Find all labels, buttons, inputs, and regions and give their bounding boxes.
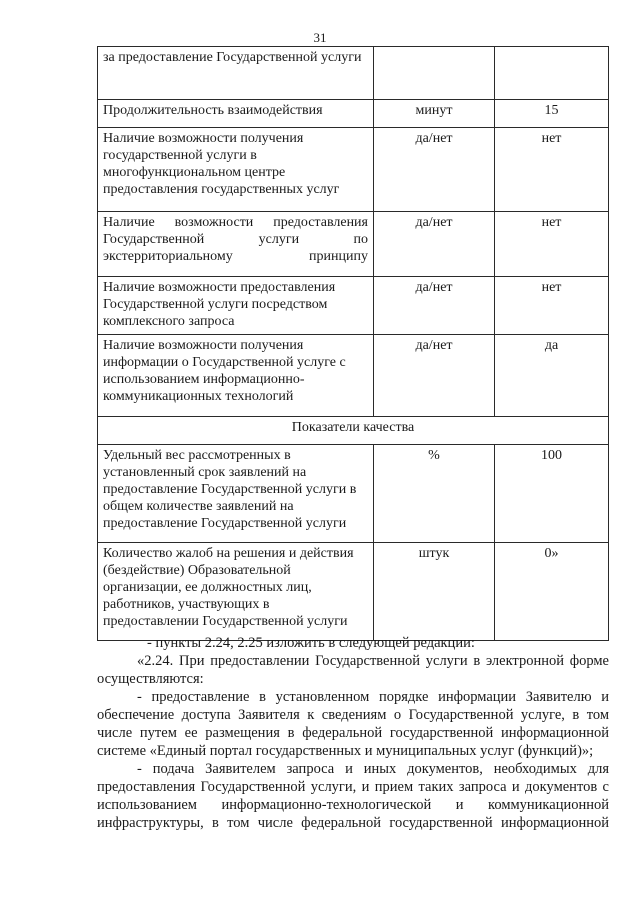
unit-cell: минут [374, 100, 495, 128]
unit-cell: да/нет [374, 212, 495, 277]
paragraph-request-submission: - подача Заявителем запроса и иных документов, необходимых для предоставления Государственной услуги, и прием таких запроса и документов с использованием информационно-технологической и коммуникационной инфраструктуры, в том числе федеральной государственной информационной [97, 761, 609, 831]
indicator-cell: Продолжительность взаимодействия [98, 100, 374, 128]
table-row [98, 445, 609, 543]
indicator-cell: за предоставление Государственной услуги [98, 47, 374, 100]
unit-cell: штук [374, 543, 495, 641]
unit-cell: да/нет [374, 335, 495, 417]
unit-cell: да/нет [374, 277, 495, 335]
indicators-table [97, 46, 609, 641]
table-row [98, 277, 609, 335]
value-cell: нет [495, 277, 609, 335]
value-cell: 100 [495, 445, 609, 543]
indicator-cell: Количество жалоб на решения и действия (бездействие) Образовательной организации, ее должностных лиц, работников, участвующих в предоставлении Государственной услуги [98, 543, 374, 641]
value-cell: нет [495, 128, 609, 212]
unit-cell: да/нет [374, 128, 495, 212]
paragraph-2-24: «2.24. При предоставлении Государственной услуги в электронной форме осуществляются: [97, 653, 609, 687]
table-row [98, 543, 609, 641]
paragraph-info-access: - предоставление в установленном порядке информации Заявителю и обеспечение доступа Заявителя к сведениям о Государственной услуге, в том числе путем ее размещения в федеральной государственной информационной системе «Единый портал государственных и муниципальных услуг (функций)»; [97, 689, 609, 759]
section-title: Показатели качества [98, 417, 609, 445]
section-row [98, 417, 609, 445]
unit-cell: % [374, 445, 495, 543]
value-cell: да [495, 335, 609, 417]
value-cell [495, 47, 609, 100]
table-row [98, 47, 609, 100]
indicator-cell: Наличие возможности получения информации о Государственной услуге с использованием информационно-коммуникационных технологий [98, 335, 374, 417]
table-row [98, 335, 609, 417]
indicator-cell: Наличие возможности получения государственной услуги в многофункциональном центре предоставления государственных услуг [98, 128, 374, 212]
table-row [98, 212, 609, 277]
indicator-cell: Наличие возможности предоставления Государственной услуги посредством комплексного запроса [98, 277, 374, 335]
value-cell: 0» [495, 543, 609, 641]
table-row [98, 128, 609, 212]
intro-paragraph: - пункты 2.24, 2.25 изложить в следующей редакции: [147, 635, 475, 651]
indicator-cell: Удельный вес рассмотренных в установленный срок заявлений на предоставление Государственной услуги в общем количестве заявлений на предоставление Государственной услуги [98, 445, 374, 543]
unit-cell [374, 47, 495, 100]
value-cell: нет [495, 212, 609, 277]
table-row [98, 100, 609, 128]
page-number: 31 [313, 30, 327, 45]
body-text [97, 634, 609, 832]
indicator-cell: Наличие возможности предоставления Государственной услуги по экстерриториальному принципу [98, 212, 374, 277]
value-cell: 15 [495, 100, 609, 128]
